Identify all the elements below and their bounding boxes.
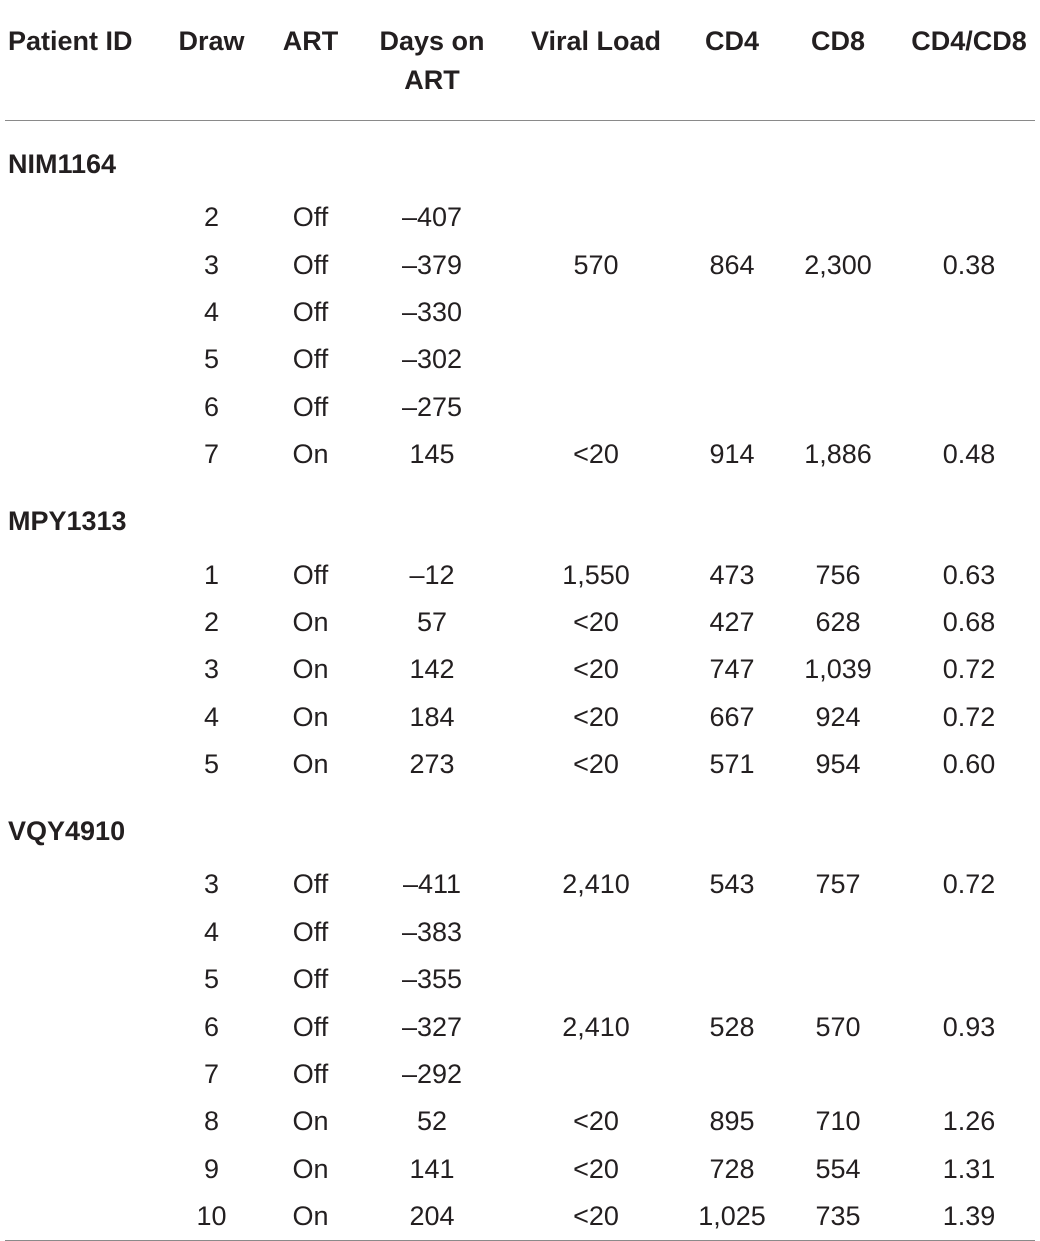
cd8-cell bbox=[773, 909, 903, 956]
draw-cell: 3 bbox=[203, 869, 220, 900]
draw-cell: 1 bbox=[203, 559, 220, 590]
cd8-cell: 735 bbox=[815, 1201, 861, 1232]
table-row bbox=[5, 909, 1035, 956]
patient-data-table bbox=[5, 0, 1035, 1241]
table-row bbox=[5, 694, 1035, 741]
art-status-cell: On bbox=[292, 1201, 329, 1232]
art-status-cell: Off bbox=[292, 391, 329, 422]
viral-load-cell: 2,410 bbox=[562, 1011, 630, 1042]
cd4-cd8-ratio-cell bbox=[903, 384, 1035, 431]
art-status-cell: On bbox=[292, 606, 329, 637]
cd8-cell: 1,886 bbox=[804, 439, 872, 470]
patient-id-cell bbox=[5, 336, 165, 383]
cd4-cd8-ratio-cell bbox=[903, 289, 1035, 336]
art-status-cell: Off bbox=[292, 964, 329, 995]
cd4-cd8-ratio-cell bbox=[903, 194, 1035, 241]
patient-id-cell bbox=[5, 861, 165, 908]
draw-cell: 9 bbox=[203, 1153, 220, 1184]
cd8-cell: 2,300 bbox=[804, 249, 872, 280]
cd4-cd8-ratio-cell bbox=[903, 956, 1035, 1003]
days-on-art-cell: –292 bbox=[401, 1059, 463, 1090]
cd8-cell bbox=[773, 384, 903, 431]
patient-id-cell bbox=[5, 241, 165, 288]
patient-id-cell bbox=[5, 551, 165, 598]
header-art: ART bbox=[282, 26, 339, 56]
table-header bbox=[5, 0, 1035, 121]
viral-load-cell: <20 bbox=[573, 606, 619, 637]
header-cd4: CD4 bbox=[704, 26, 759, 56]
cd4-cd8-ratio-cell: 1.31 bbox=[942, 1153, 996, 1184]
viral-load-cell bbox=[501, 1051, 691, 1098]
patient-id-cell bbox=[5, 1003, 165, 1050]
days-on-art-cell: –379 bbox=[401, 249, 463, 280]
header-cd8: CD8 bbox=[810, 26, 865, 56]
table-row bbox=[5, 1051, 1035, 1098]
art-status-cell: Off bbox=[292, 869, 329, 900]
cd4-cell bbox=[691, 194, 773, 241]
cd4-cd8-ratio-cell: 0.38 bbox=[942, 249, 996, 280]
days-on-art-cell: 57 bbox=[416, 606, 448, 637]
draw-cell: 8 bbox=[203, 1106, 220, 1137]
table-row bbox=[5, 956, 1035, 1003]
cd4-cell: 1,025 bbox=[698, 1201, 766, 1232]
cd8-cell: 954 bbox=[815, 749, 861, 780]
cd4-cd8-ratio-cell: 0.60 bbox=[942, 749, 996, 780]
cd4-cd8-ratio-cell: 0.72 bbox=[942, 701, 996, 732]
draw-cell: 7 bbox=[203, 439, 220, 470]
table-row bbox=[5, 741, 1035, 788]
patient-id-cell bbox=[5, 1051, 165, 1098]
header-days-on-art bbox=[363, 0, 501, 121]
days-on-art-cell: 204 bbox=[409, 1201, 455, 1232]
table-row bbox=[5, 1146, 1035, 1193]
viral-load-cell bbox=[501, 194, 691, 241]
cd4-cd8-ratio-cell: 0.48 bbox=[942, 439, 996, 470]
header-viral-load: Viral Load bbox=[530, 26, 662, 56]
cd4-cell: 528 bbox=[709, 1011, 755, 1042]
patient-id-cell bbox=[5, 694, 165, 741]
cd4-cell: 473 bbox=[709, 559, 755, 590]
draw-cell: 4 bbox=[203, 701, 220, 732]
table-row bbox=[5, 646, 1035, 693]
cd4-cell bbox=[691, 1051, 773, 1098]
cd4-cd8-ratio-cell: 0.93 bbox=[942, 1011, 996, 1042]
table-row bbox=[5, 1193, 1035, 1241]
draw-cell: 4 bbox=[203, 916, 220, 947]
draw-cell: 6 bbox=[203, 391, 220, 422]
cd4-cell: 427 bbox=[709, 606, 755, 637]
viral-load-cell: <20 bbox=[573, 749, 619, 780]
table-row bbox=[5, 431, 1035, 478]
days-on-art-cell: –330 bbox=[401, 296, 463, 327]
draw-cell: 6 bbox=[203, 1011, 220, 1042]
cd4-cd8-ratio-cell bbox=[903, 1051, 1035, 1098]
table-row bbox=[5, 289, 1035, 336]
days-on-art-cell: –327 bbox=[401, 1011, 463, 1042]
viral-load-cell bbox=[501, 956, 691, 1003]
art-status-cell: Off bbox=[292, 249, 329, 280]
viral-load-cell: <20 bbox=[573, 439, 619, 470]
patient-id-cell bbox=[5, 1193, 165, 1241]
art-status-cell: On bbox=[292, 1153, 329, 1184]
cd4-cell: 895 bbox=[709, 1106, 755, 1137]
draw-cell: 5 bbox=[203, 964, 220, 995]
patient-id-cell bbox=[5, 431, 165, 478]
art-status-cell: Off bbox=[292, 1011, 329, 1042]
table-row bbox=[5, 241, 1035, 288]
viral-load-cell bbox=[501, 336, 691, 383]
patient-id-cell bbox=[5, 599, 165, 646]
days-on-art-cell: –383 bbox=[401, 916, 463, 947]
cd4-cell: 747 bbox=[709, 654, 755, 685]
header-cd4-cd8-ratio: CD4/CD8 bbox=[911, 26, 1027, 56]
cd8-cell bbox=[773, 336, 903, 383]
draw-cell: 2 bbox=[203, 202, 220, 233]
table-row bbox=[5, 384, 1035, 431]
patient-id-cell bbox=[5, 741, 165, 788]
draw-cell: 7 bbox=[203, 1059, 220, 1090]
days-on-art-cell: 142 bbox=[409, 654, 455, 685]
draw-cell: 2 bbox=[203, 606, 220, 637]
art-status-cell: Off bbox=[292, 1059, 329, 1090]
days-on-art-cell: –407 bbox=[401, 202, 463, 233]
days-on-art-cell: –275 bbox=[401, 391, 463, 422]
days-on-art-cell: 141 bbox=[409, 1153, 455, 1184]
days-on-art-cell: –302 bbox=[401, 344, 463, 375]
patient-group-row bbox=[5, 478, 1035, 551]
patient-id-label: NIM1164 bbox=[8, 149, 117, 179]
patient-id-cell bbox=[5, 909, 165, 956]
cd8-cell: 924 bbox=[815, 701, 861, 732]
cd4-cd8-ratio-cell: 0.72 bbox=[942, 869, 996, 900]
cd4-cell: 728 bbox=[709, 1153, 755, 1184]
cd4-cell: 914 bbox=[709, 439, 755, 470]
art-status-cell: Off bbox=[292, 296, 329, 327]
header-draw: Draw bbox=[178, 26, 245, 56]
days-on-art-cell: 273 bbox=[409, 749, 455, 780]
art-status-cell: Off bbox=[292, 916, 329, 947]
days-on-art-cell: 52 bbox=[416, 1106, 448, 1137]
cd4-cell: 543 bbox=[709, 869, 755, 900]
days-on-art-cell: –12 bbox=[409, 559, 455, 590]
days-on-art-cell: 145 bbox=[409, 439, 455, 470]
viral-load-cell: 570 bbox=[573, 249, 619, 280]
art-status-cell: On bbox=[292, 654, 329, 685]
cd8-cell: 570 bbox=[815, 1011, 861, 1042]
viral-load-cell: <20 bbox=[573, 654, 619, 685]
viral-load-cell bbox=[501, 289, 691, 336]
draw-cell: 5 bbox=[203, 749, 220, 780]
art-status-cell: Off bbox=[292, 202, 329, 233]
cd8-cell: 1,039 bbox=[804, 654, 872, 685]
days-on-art-cell: –411 bbox=[402, 869, 462, 900]
viral-load-cell: <20 bbox=[573, 1106, 619, 1137]
cd4-cell bbox=[691, 384, 773, 431]
draw-cell: 10 bbox=[196, 1201, 227, 1232]
cd4-cd8-ratio-cell: 0.63 bbox=[942, 559, 996, 590]
header-patient-id: Patient ID bbox=[8, 26, 133, 56]
cd4-cd8-ratio-cell: 1.39 bbox=[942, 1201, 996, 1232]
table-row bbox=[5, 194, 1035, 241]
viral-load-cell: <20 bbox=[573, 1201, 619, 1232]
cd4-cell: 864 bbox=[709, 249, 755, 280]
patient-id-cell bbox=[5, 1098, 165, 1145]
art-status-cell: On bbox=[292, 701, 329, 732]
cd4-cell bbox=[691, 289, 773, 336]
viral-load-cell bbox=[501, 909, 691, 956]
header-row bbox=[5, 0, 1035, 121]
table-row bbox=[5, 1098, 1035, 1145]
patient-id-cell bbox=[5, 194, 165, 241]
patient-id-cell bbox=[5, 956, 165, 1003]
cd8-cell: 710 bbox=[815, 1106, 861, 1137]
cd8-cell: 554 bbox=[815, 1153, 861, 1184]
art-status-cell: On bbox=[292, 439, 329, 470]
cd4-cell bbox=[691, 909, 773, 956]
viral-load-cell: <20 bbox=[573, 701, 619, 732]
cd8-cell: 628 bbox=[815, 606, 861, 637]
table-row bbox=[5, 1003, 1035, 1050]
cd4-cd8-ratio-cell bbox=[903, 909, 1035, 956]
patient-id-cell bbox=[5, 646, 165, 693]
patient-id-cell bbox=[5, 1146, 165, 1193]
viral-load-cell: 1,550 bbox=[562, 559, 630, 590]
cd4-cd8-ratio-cell: 0.68 bbox=[942, 606, 996, 637]
draw-cell: 3 bbox=[203, 654, 220, 685]
table-body bbox=[5, 121, 1035, 1241]
table-row bbox=[5, 336, 1035, 383]
cd8-cell bbox=[773, 194, 903, 241]
art-status-cell: Off bbox=[292, 344, 329, 375]
cd4-cd8-ratio-cell: 0.72 bbox=[942, 654, 996, 685]
draw-cell: 5 bbox=[203, 344, 220, 375]
cd4-cell bbox=[691, 956, 773, 1003]
cd8-cell bbox=[773, 1051, 903, 1098]
cd8-cell: 757 bbox=[815, 869, 861, 900]
cd8-cell bbox=[773, 956, 903, 1003]
cd4-cell: 667 bbox=[709, 701, 755, 732]
patient-id-cell bbox=[5, 289, 165, 336]
patient-group-row bbox=[5, 121, 1035, 195]
viral-load-cell: 2,410 bbox=[562, 869, 630, 900]
table-row bbox=[5, 551, 1035, 598]
viral-load-cell: <20 bbox=[573, 1153, 619, 1184]
table-row bbox=[5, 861, 1035, 908]
art-status-cell: On bbox=[292, 1106, 329, 1137]
patient-id-cell bbox=[5, 384, 165, 431]
cd8-cell: 756 bbox=[815, 559, 861, 590]
patient-group-row bbox=[5, 788, 1035, 861]
days-on-art-cell: 184 bbox=[409, 701, 455, 732]
days-on-art-cell: –355 bbox=[401, 964, 463, 995]
draw-cell: 4 bbox=[203, 296, 220, 327]
cd4-cell bbox=[691, 336, 773, 383]
header-days-on-art-line1: Days on bbox=[379, 26, 485, 56]
cd8-cell bbox=[773, 289, 903, 336]
patient-id-label: MPY1313 bbox=[8, 506, 127, 537]
viral-load-cell bbox=[501, 384, 691, 431]
header-days-on-art-line2: ART bbox=[404, 65, 460, 95]
cd4-cd8-ratio-cell bbox=[903, 336, 1035, 383]
table-row bbox=[5, 599, 1035, 646]
draw-cell: 3 bbox=[203, 249, 220, 280]
patient-id-label: VQY4910 bbox=[8, 816, 126, 847]
cd4-cd8-ratio-cell: 1.26 bbox=[942, 1106, 996, 1137]
art-status-cell: Off bbox=[292, 559, 329, 590]
art-status-cell: On bbox=[292, 749, 329, 780]
cd4-cell: 571 bbox=[709, 749, 755, 780]
